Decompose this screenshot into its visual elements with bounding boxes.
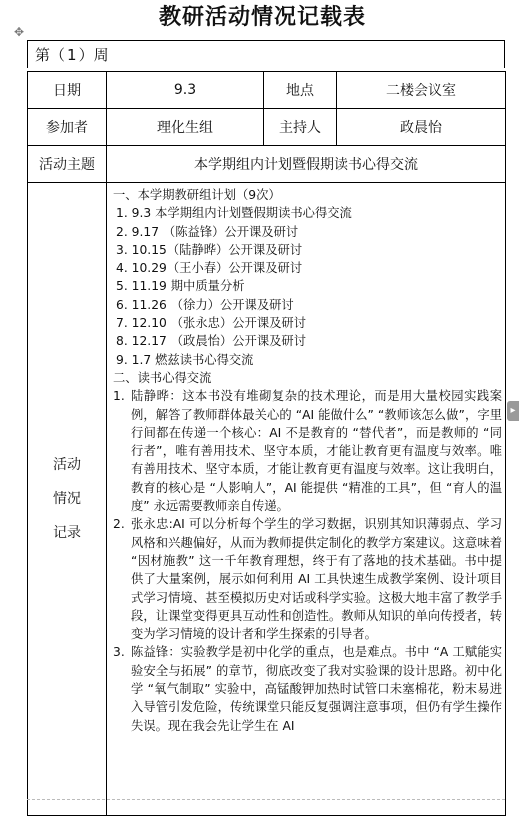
plan-item: 6. 11.26 （徐力）公开课及研讨 <box>116 297 294 312</box>
week-prefix: 第（ <box>35 46 66 64</box>
reflection-paragraph <box>113 515 502 643</box>
reflection-number: 3. <box>113 645 125 660</box>
participants-label: 参加者 <box>28 109 107 146</box>
host-value[interactable]: 政晨怡 <box>337 109 506 146</box>
participants-row <box>28 109 506 146</box>
date-row <box>28 72 506 109</box>
record-label-line: 记录 <box>53 525 81 541</box>
plan-item: 5. 11.19 期中质量分析 <box>116 279 245 294</box>
record-content[interactable] <box>107 183 505 815</box>
record-table <box>27 71 506 816</box>
date-label: 日期 <box>28 72 107 109</box>
reflection-number: 1. <box>113 389 125 404</box>
reflection-number: 2. <box>113 517 125 532</box>
week-number: 1 <box>67 46 77 64</box>
location-value[interactable]: 二楼会议室 <box>337 72 506 109</box>
week-suffix: ）周 <box>78 46 109 64</box>
record-content-cell[interactable] <box>107 183 506 816</box>
participants-value[interactable]: 理化生组 <box>107 109 264 146</box>
reflection-paragraph <box>113 643 502 734</box>
theme-row <box>28 146 506 183</box>
location-label: 地点 <box>264 72 337 109</box>
reflection-text: 张永忠:AI 可以分析每个学生的学习数据，识别其知识薄弱点、学习风格和兴趣偏好，从而为教师提供定制化的教学方案建议。这意味着 “因材施教” 这一千年教育理想，终于有了落地的技术基础。书中提供了大量案例，展示如何利用 AI 工具快速生成教学案例、设计项目式学习情境、甚至模拟历史对话或科学实验。这极大地丰富了教学手段，让课堂变得更具互动性和创造性。教师从知识的单向传授者，转变为学习情境的设计者和学生探索的引导者。 <box>131 517 502 642</box>
reflection-text: 陆静晔：这本书没有堆砌复杂的技术理论，而是用大量校园实践案例，解答了教师群体最关心的 “AI 能做什么” “教师该怎么做”，字里行间都在传递一个核心：AI 不是教育的 “替代者”，而是教师的 “同行者”，唯有善用技术、坚守本质，才能让教育更有温度与效率。唯有善用技术、坚守本质，才能让教育更有温度与效率。这让我明白，教育的核心是 “人影响人”，AI 能提供 “精准的工具”，但 “育人的温度” 永远需要教师亲自传递。 <box>131 389 502 514</box>
record-label <box>28 183 107 816</box>
record-label-line: 活动 <box>53 457 81 473</box>
date-value[interactable]: 9.3 <box>107 72 264 109</box>
plan-item: 2. 9.17 （陈益锋）公开课及研讨 <box>116 224 299 239</box>
plan-item: 3. 10.15（陆静晔）公开课及研讨 <box>116 242 303 257</box>
record-label-line: 情况 <box>53 491 81 507</box>
theme-label: 活动主题 <box>28 146 107 183</box>
record-row <box>28 183 506 816</box>
side-panel-toggle-icon[interactable]: ▸ <box>507 401 519 421</box>
section-heading-reading: 二、读书心得交流 <box>113 370 212 385</box>
section-heading-plan: 一、本学期教研组计划（9次） <box>113 188 281 202</box>
page-break-divider <box>27 799 505 801</box>
plan-item: 7. 12.10 （张永忠）公开课及研讨 <box>116 316 307 331</box>
host-label: 主持人 <box>264 109 337 146</box>
plan-item: 9. 1.7 燃兹读书心得交流 <box>116 352 254 367</box>
plan-item: 4. 10.29（王小春）公开课及研讨 <box>116 261 303 276</box>
plan-item: 1. 9.3 本学期组内计划暨假期读书心得交流 <box>116 206 352 221</box>
reflection-paragraph <box>113 387 502 515</box>
plan-item: 8. 12.17 （政晨怡）公开课及研讨 <box>116 334 307 349</box>
reflection-text: 陈益锋：实验教学是初中化学的重点，也是难点。书中 “A 工赋能实验安全与拓展” 的章节，彻底改变了我对实验课的设计思路。初中化学 “氧气制取” 实验中，高锰酸钾加热时试管口未塞棉花，粉末易进入导管引发危险，传统课堂只能反复强调注意事项，但仍有学生操作失误。现在我会先让学生在 AI <box>131 645 502 733</box>
theme-value[interactable]: 本学期组内计划暨假期读书心得交流 <box>107 146 506 183</box>
document-title: 教研活动情况记载表 <box>158 4 366 30</box>
week-row <box>27 40 505 68</box>
table-move-handle-icon[interactable]: ✥ <box>14 25 25 39</box>
